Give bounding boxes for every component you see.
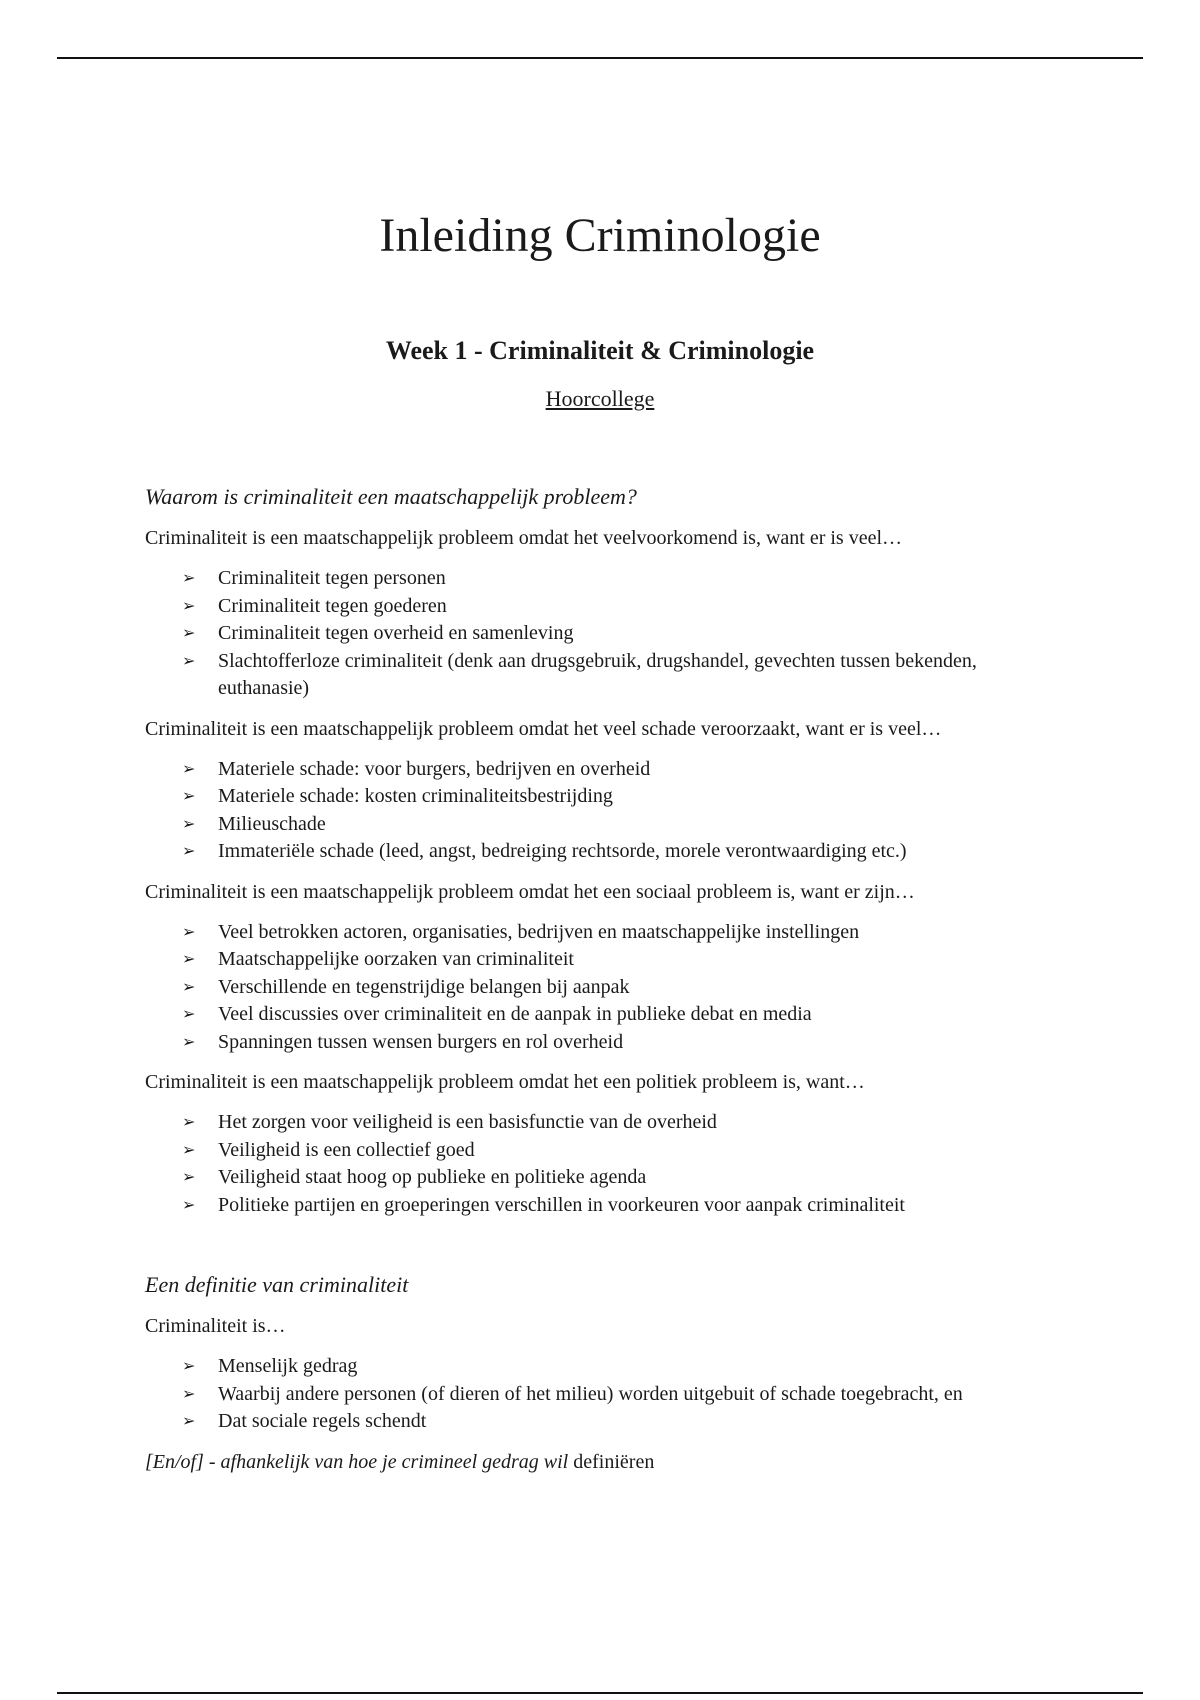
list-item: ➢ Verschillende en tegenstrijdige belangen bij aanpak xyxy=(218,974,1055,1002)
list-item: ➢ Slachtofferloze criminaliteit (denk aan drugsgebruik, drugshandel, gevechten tussen bekenden, euthanasie) xyxy=(182,649,977,699)
group-intro: Criminaliteit is een maatschappelijk probleem omdat het veelvoorkomend is, want er is veel… xyxy=(145,527,903,549)
arrow-bullet-icon: ➢ xyxy=(182,570,196,587)
arrow-bullet-icon: ➢ xyxy=(182,597,196,615)
section-question: Een definitie van criminaliteit xyxy=(145,1272,409,1297)
arrow-bullet-icon: ➢ xyxy=(182,1114,196,1131)
arrow-bullet-icon: ➢ xyxy=(182,1033,196,1051)
arrow-bullet-icon: ➢ xyxy=(182,625,196,642)
note-regular-text: definiëren xyxy=(573,1450,655,1473)
bullet-list xyxy=(145,565,1055,703)
bullet-list xyxy=(145,919,1055,1057)
bullet-list xyxy=(145,1353,1055,1436)
group-intro: Criminaliteit is een maatschappelijk probleem omdat het een politiek probleem is, want… xyxy=(145,1071,865,1093)
list-item: ➢ Criminaliteit tegen overheid en samenleving xyxy=(218,620,1055,648)
list-item: ➢ Veiligheid staat hoog op publieke en politieke agenda xyxy=(218,1164,1055,1192)
arrow-bullet-icon: ➢ xyxy=(182,1169,196,1186)
list-item: ➢ Menselijk gedrag xyxy=(218,1353,1055,1381)
group-intro: Criminaliteit is een maatschappelijk probleem omdat het een sociaal probleem is, want er zijn… xyxy=(145,880,915,903)
arrow-bullet-icon: ➢ xyxy=(182,1413,196,1430)
arrow-bullet-icon: ➢ xyxy=(182,978,196,996)
bullet-list xyxy=(145,1109,1055,1219)
group-intro: Criminaliteit is een maatschappelijk probleem omdat het veel schade veroorzaakt, want er is veel… xyxy=(145,717,942,740)
list-item: ➢ Criminaliteit tegen goederen xyxy=(218,593,1055,621)
week-title: Week 1 - Criminaliteit & Criminologie xyxy=(385,336,815,365)
arrow-bullet-icon: ➢ xyxy=(182,951,196,968)
list-item: ➢ Waarbij andere personen (of dieren of het milieu) worden uitgebuit of schade toegebracht, en xyxy=(218,1381,1055,1409)
arrow-bullet-icon: ➢ xyxy=(182,788,196,805)
list-item: ➢ Het zorgen voor veiligheid is een basisfunctie van de overheid xyxy=(218,1109,1055,1137)
arrow-bullet-icon: ➢ xyxy=(182,843,196,860)
definition-intro: Criminaliteit is… xyxy=(145,1315,286,1337)
definition-note xyxy=(145,1449,1055,1476)
list-item: ➢ Criminaliteit tegen personen xyxy=(218,565,1055,593)
section-question: Waarom is criminaliteit een maatschappelijk probleem? xyxy=(145,484,637,509)
list-item: ➢ Maatschappelijke oorzaken van criminaliteit xyxy=(218,946,1055,974)
list-item: ➢ Milieuschade xyxy=(218,811,1055,839)
arrow-bullet-icon: ➢ xyxy=(182,760,196,778)
section-subheading: Hoorcollege xyxy=(545,386,655,411)
arrow-bullet-icon: ➢ xyxy=(182,923,196,941)
document-body xyxy=(145,482,1055,1476)
arrow-bullet-icon: ➢ xyxy=(182,652,196,670)
arrow-bullet-icon: ➢ xyxy=(182,815,196,833)
list-item: ➢ Materiele schade: voor burgers, bedrijven en overheid xyxy=(218,756,1055,784)
top-rule xyxy=(57,57,1143,59)
list-item: ➢ Dat sociale regels schendt xyxy=(218,1408,1055,1436)
list-item: ➢ Politieke partijen en groeperingen verschillen in voorkeuren voor aanpak criminaliteit xyxy=(218,1192,1055,1220)
bullet-list xyxy=(145,756,1055,866)
list-item: ➢ Veel betrokken actoren, organisaties, bedrijven en maatschappelijke instellingen xyxy=(218,919,1055,947)
document-title: Inleiding Criminologie xyxy=(379,209,821,262)
note-italic-text: [En/of] - afhankelijk van hoe je crimineel gedrag wil xyxy=(145,1450,569,1473)
arrow-bullet-icon: ➢ xyxy=(182,1196,196,1214)
arrow-bullet-icon: ➢ xyxy=(182,1006,196,1023)
list-item: ➢ Materiele schade: kosten criminaliteitsbestrijding xyxy=(218,783,1055,811)
list-item: ➢ Immateriële schade (leed, angst, bedreiging rechtsorde, morele verontwaardiging etc.) xyxy=(218,838,1055,866)
list-item: ➢ Spanningen tussen wensen burgers en rol overheid xyxy=(218,1029,1055,1057)
bottom-rule xyxy=(57,1692,1143,1694)
section-spacer xyxy=(145,1232,1055,1270)
arrow-bullet-icon: ➢ xyxy=(182,1358,196,1375)
arrow-bullet-icon: ➢ xyxy=(182,1141,196,1159)
list-item: ➢ Veel discussies over criminaliteit en de aanpak in publieke debat en media xyxy=(218,1001,1055,1029)
arrow-bullet-icon: ➢ xyxy=(182,1385,196,1403)
list-item: ➢ Veiligheid is een collectief goed xyxy=(218,1137,1055,1165)
